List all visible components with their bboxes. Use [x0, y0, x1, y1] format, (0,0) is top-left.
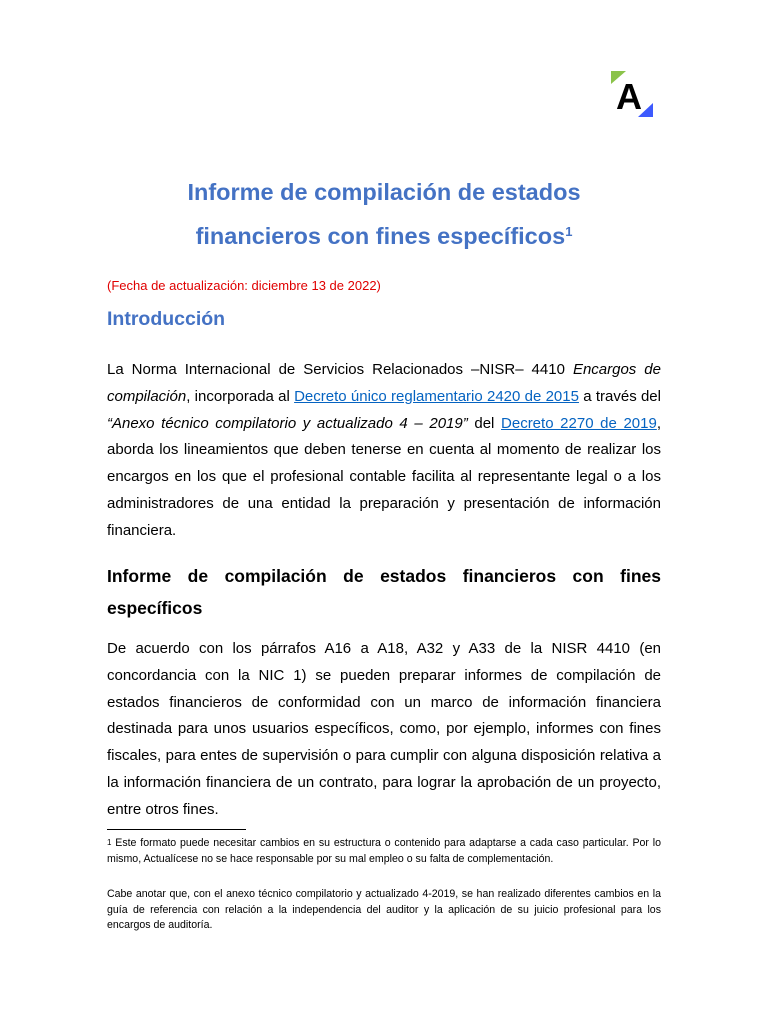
- title-line-2: financieros con fines específicos: [195, 223, 566, 249]
- intro-heading: Introducción: [107, 308, 226, 330]
- footnote-marker: 1: [107, 838, 112, 847]
- intro-text: a través del: [578, 387, 661, 405]
- logo-letter: A: [616, 76, 642, 117]
- footnote-1: [107, 836, 661, 867]
- section-heading: Informe de compilación de estados financieros con fines específicos: [107, 566, 661, 618]
- intro-italic-anexo: “Anexo técnico compilatorio y actualizado 4 – 2019”: [107, 414, 468, 432]
- update-date: (Fecha de actualización: diciembre 13 de 2022): [107, 278, 381, 293]
- intro-italic-title: Encargos de compilación: [107, 361, 661, 405]
- footnote-1-text: Este formato puede necesitar cambios en su estructura o contenido para adaptarse a cada caso particular. Por lo mismo, Actualícese no se hace responsable por su mal empleo o su falta de complementación.: [107, 837, 661, 865]
- intro-text: La Norma Internacional de Servicios Relacionados –NISR– 4410: [107, 361, 573, 378]
- intro-paragraph: [107, 357, 661, 545]
- actualicese-logo: [608, 70, 654, 118]
- footnote-note: Cabe anotar que, con el anexo técnico compilatorio y actualizado 4-2019, se han realizado diferentes cambios en la guía de referencia con relación a la independencia del auditor y la aplicación de su juicio profesional para los encargos de auditoría.: [107, 888, 661, 932]
- intro-text: del: [467, 414, 502, 432]
- intro-text: , aborda los lineamientos que deben tenerse en cuenta al momento de realizar los encargos en los que el profesional contable facilita al representante legal o a los administradores de una entidad la preparación y presentación de información financiera.: [107, 414, 662, 539]
- title-footnote-ref[interactable]: 1: [565, 224, 573, 239]
- intro-text: , incorporada al: [186, 387, 295, 405]
- decreto-2270-link[interactable]: Decreto 2270 de 2019: [501, 414, 657, 432]
- decreto-2420-link[interactable]: Decreto único reglamentario 2420 de 2015: [294, 387, 579, 405]
- title-line-1: Informe de compilación de estados: [187, 179, 581, 205]
- page-title: [107, 170, 661, 258]
- footnote-separator: [107, 829, 246, 830]
- section-paragraph: De acuerdo con los párrafos A16 a A18, A32 y A33 de la NISR 4410 (en concordancia con la NIC 1) se pueden preparar informes de compilación de estados financieros de conformidad con un marco de información financiera destinada para unos usuarios específicos, como, por ejemplo, informes con fines fiscales, para entes de supervisión o para cumplir con alguna disposición relativa a la información financiera de un contrato, para lograr la aprobación de un proyecto, entre otros fines.: [107, 640, 661, 818]
